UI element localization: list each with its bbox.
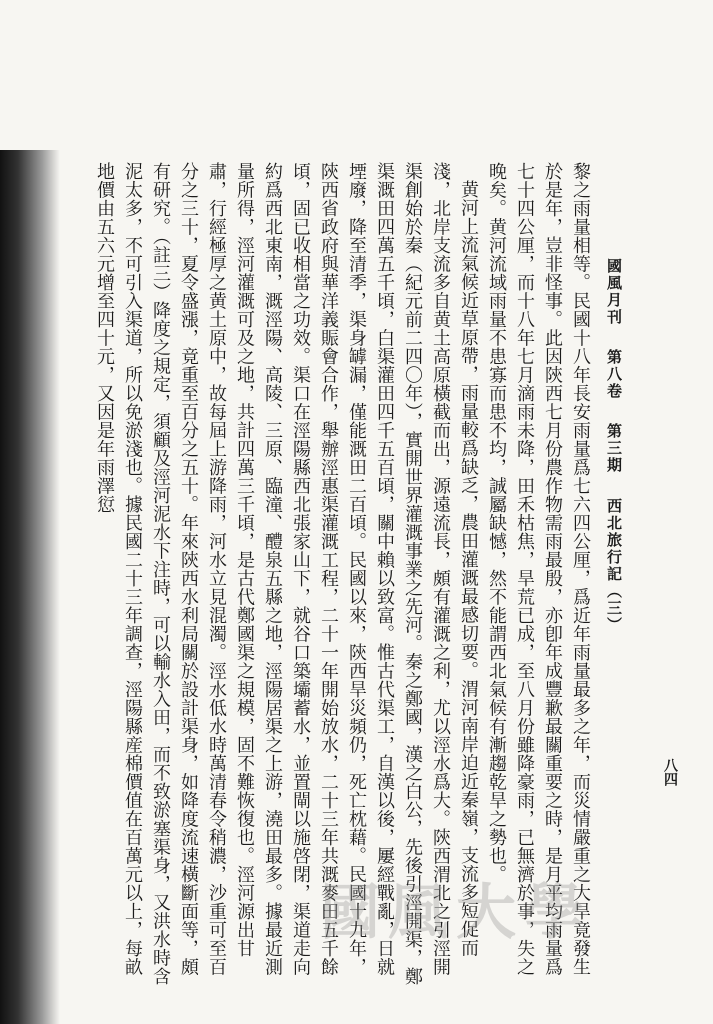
issue-label: 第三期 [605, 423, 623, 475]
article-title: 西北旅行記（三） [605, 497, 623, 634]
running-header [604, 258, 625, 650]
paragraph: 黎之雨量相等。民國十八年長安雨量爲七六四公厘，爲近年雨量最多之年，而災情嚴重之大旱竟發生於是年，豈非怪事。此因陝西七月份農作物需雨最殷，亦卽年成豐歉最關重要之時，是月平均雨量爲七十四公厘，而十八年七月滴雨未降，田禾枯焦，旱荒已成，至八月份雖降豪雨，已無濟於事，失之晚矣。黄河流域雨量不患寡而患不均，誠屬缺憾，然不能謂西北氣候有漸趨乾旱之勢也。 [486, 162, 591, 976]
scan-edge-shadow [0, 150, 60, 1024]
page-number: 八四 [662, 758, 678, 786]
journal-title: 國風月刊 [605, 258, 623, 326]
paragraph: 黄河上流氣候近草原帶，雨量較爲缺乏，農田灌溉最感切要。渭河南岸迫近秦嶺，支流多短促而淺，北岸支流多自黄土高原橫截而出，源遠流長，頗有灌溉之利，尤以涇水爲大。陝西渭北之引涇開渠創始於秦（紀元前二四〇年），實開世界灌溉事業之先河。秦之鄭國，漢之白公，先後引涇開渠，鄭渠溉田四萬五千頃，白渠灌田四千五百頃，關中賴以致富。惟古代渠工，自漢以後，屢經戰亂，日就堙廢，降至清季，渠身罅漏，僅能溉田二百頃。民國以來，陝西旱災頻仍，死亡枕藉。民國十九年，陝西省政府與華洋義賑會合作，舉辦涇惠渠灌溉工程，二十一年開始放水，二十三年共溉麥田五千餘頃，固已收相當之功效。渠口在涇陽縣西北張家山下，就谷口築壩蓄水，並置閘以施啓閉，渠道走向約爲西北東南，溉涇陽、高陵、三原、臨潼、醴泉五縣之地，涇陽居渠之上游，澆田最多。據最近測量所得，涇河灌溉可及之地，共計四萬三千頃，是古代鄭國渠之規模，固不難恢復也。涇河源出甘肅，行經極厚之黄土原中，故每屆上游降雨，河水立見混濁。涇水低水時萬清春令稍濃，沙重可至百分之三十，夏令盛漲，竟重至百分之五十。年來陝西水利局關於設計渠身，如降度流速橫斷面等，頗有研究。（註三）降度之規定，須顧及涇河泥水下注時，可以輸水入田，而不致淤塞渠身，又洪水時含泥太多，不可引入渠道，所以免淤淺也。據民國二十三年調查，涇陽縣産棉價值在百萬元以上，每畝地價由五六元增至四十元，又因是年雨澤愆 [94, 162, 479, 986]
volume-label: 第八卷 [605, 349, 623, 401]
watermark: 國風大學 [320, 878, 592, 948]
